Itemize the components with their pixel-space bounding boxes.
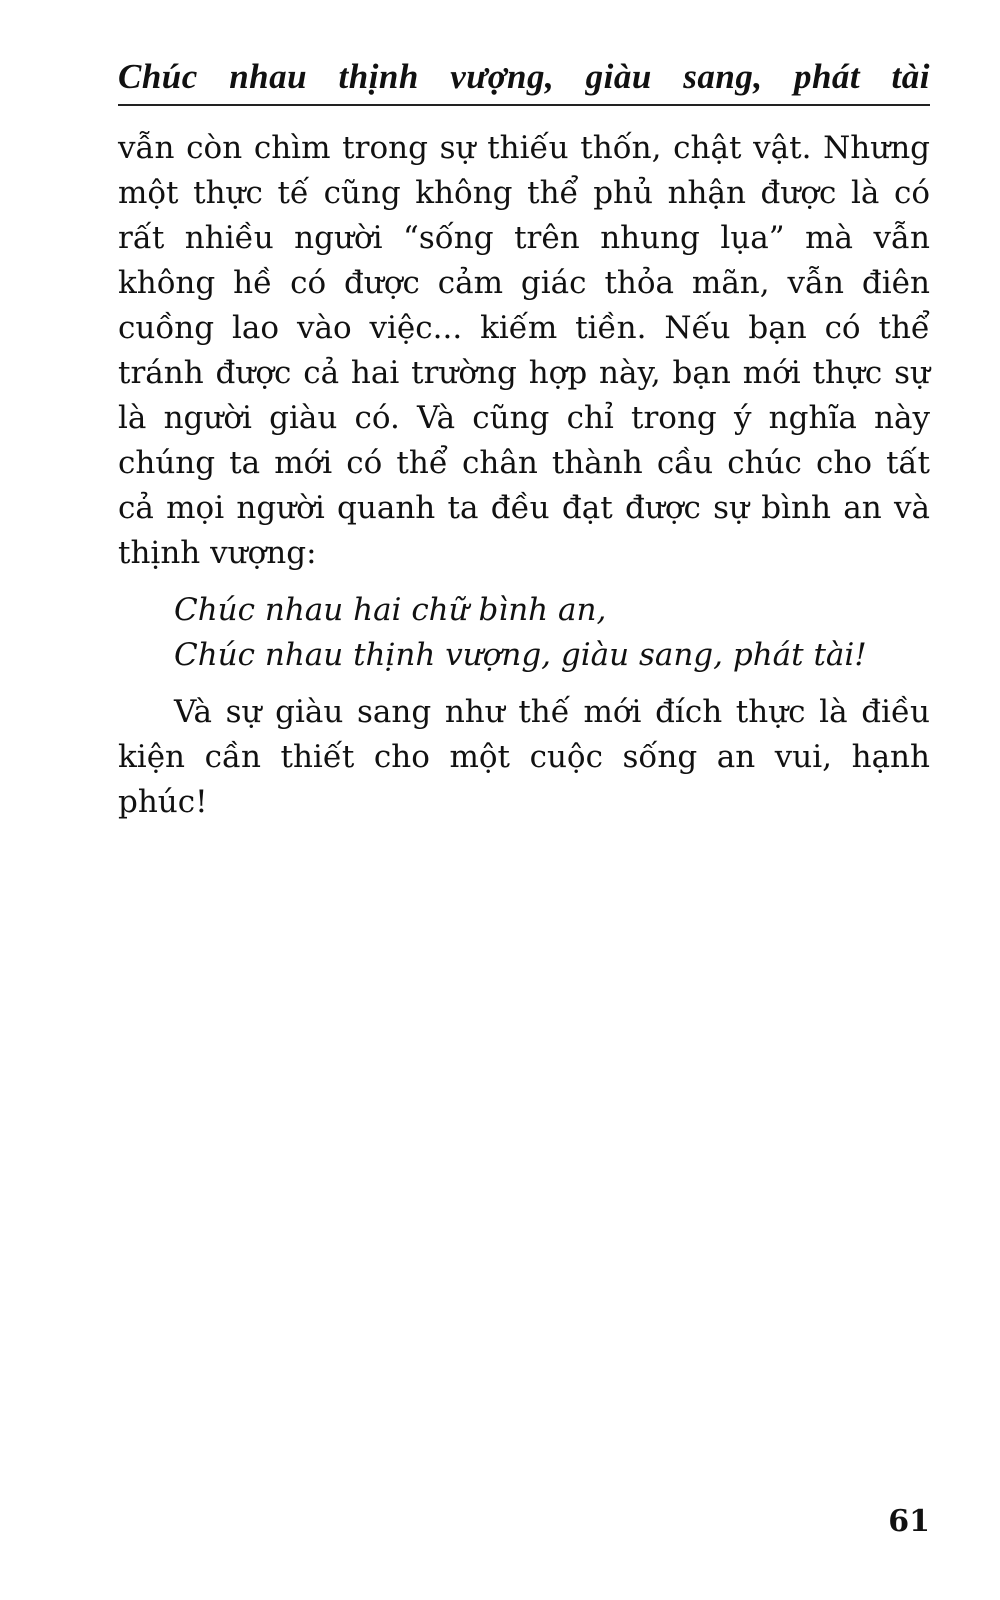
running-header: Chúc nhau thịnh vượng, giàu sang, phát tài [118, 57, 930, 96]
paragraph-continued: vẫn còn chìm trong sự thiếu thốn, chật vật. Nhưng một thực tế cũng không thể phủ nhận được là có rất nhiều người “sống trên nhung lụa” mà vẫn không hề có được cảm giác thỏa mãn, vẫn điên cuồng lao vào việc... kiếm tiền. Nếu bạn có thể tránh được cả hai trường hợp này, bạn mới thực sự là người giàu có. Và cũng chỉ trong ý nghĩa này chúng ta mới có thể chân thành cầu chúc cho tất cả mọi người quanh ta đều đạt được sự bình an và thịnh vượng: [118, 130, 930, 571]
verse-block [174, 588, 930, 678]
paragraph-closing: Và sự giàu sang như thế mới đích thực là điều kiện cần thiết cho một cuộc sống an vui, hạnh phúc! [118, 694, 930, 820]
verse-line-1: Chúc nhau hai chữ bình an, [174, 592, 607, 628]
body-text [118, 126, 930, 825]
verse-line-2: Chúc nhau thịnh vượng, giàu sang, phát tài! [174, 637, 867, 673]
header-rule [118, 104, 930, 106]
page-number: 61 [888, 1504, 930, 1539]
